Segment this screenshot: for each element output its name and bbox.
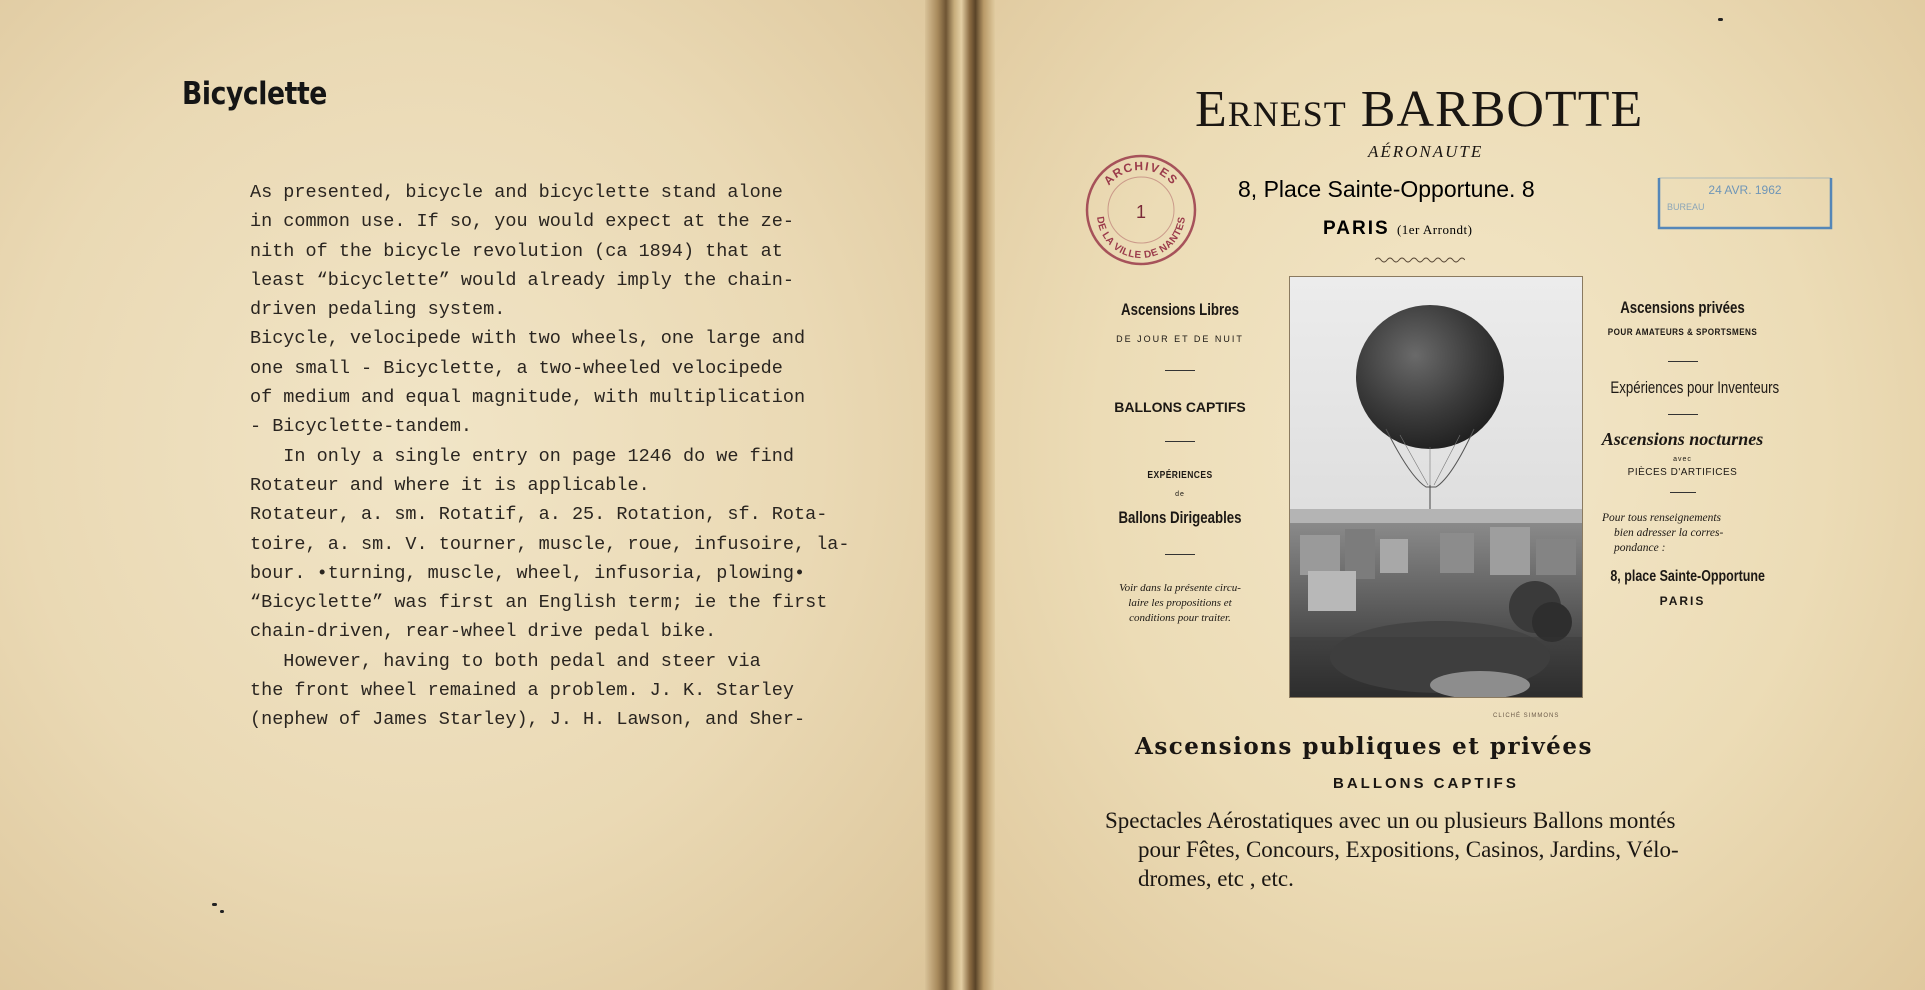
body-line: nith of the bicycle revolution (ca 1894) that at xyxy=(250,240,783,262)
col-divider xyxy=(1165,554,1195,555)
ornament-rule xyxy=(1375,254,1465,266)
body-line: In only a single entry on page 1246 do we find xyxy=(250,445,794,467)
body-line: least “bicyclette” would already imply the chain- xyxy=(250,269,794,291)
col-subheading: POUR AMATEURS & SPORTSMENS xyxy=(1607,327,1758,337)
stamp-bureau: BUREAU xyxy=(1667,202,1705,212)
stamp-bottom-text: DE LA VILLE DE NANTES xyxy=(1093,215,1189,262)
col-connector: avec xyxy=(1673,456,1692,463)
col-heading: Expériences pour Inventeurs xyxy=(1610,378,1780,397)
col-address: 8, place Sainte-Opportune xyxy=(1610,568,1765,585)
body-line: the front wheel remained a problem. J. K. Starley xyxy=(250,680,794,702)
stamp-date: 24 AVR. 1962 xyxy=(1708,183,1782,197)
col-divider xyxy=(1670,492,1696,493)
ink-speck xyxy=(220,910,224,913)
col-subheading: EXPÉRIENCES xyxy=(1147,470,1213,481)
col-divider xyxy=(1165,370,1195,371)
left-page xyxy=(0,0,935,990)
col-note: Pour tous renseignements bien adresser la corres- pondance : xyxy=(1602,512,1724,554)
spectacles-paragraph: Spectacles Aérostatiques avec un ou plusieurs Ballons montés pour Fêtes, Concours, Expositions, Casinos, Jardins, Vélo- dromes, etc , etc. xyxy=(1105,808,1679,891)
col-subheading: DE JOUR ET DE NUIT xyxy=(1116,334,1244,344)
archives-stamp xyxy=(1083,152,1199,268)
col-divider xyxy=(1668,361,1698,362)
book-gutter xyxy=(925,0,995,990)
col-divider xyxy=(1165,441,1195,442)
col-city: PARIS xyxy=(1659,594,1706,608)
advert-address: 8, Place Sainte-Opportune. 8 xyxy=(1238,176,1535,202)
body-line: toire, a. sm. V. tourner, muscle, roue, infusoire, la- xyxy=(250,533,850,555)
body-line: driven pedaling system. xyxy=(250,299,506,321)
body-line: Rotateur, a. sm. Rotatif, a. 25. Rotation, sf. Rota- xyxy=(250,504,828,526)
advert-city: PARIS (1er Arrondt) xyxy=(1323,218,1473,239)
body-line: “Bicyclette” was first an English term; ie the first xyxy=(250,592,828,614)
left-info-column xyxy=(1095,300,1265,626)
col-note: Voir dans la présente circu- laire les propositions et conditions pour traiter. xyxy=(1119,582,1241,624)
stamp-center-text: 1 xyxy=(1135,202,1147,222)
body-line: Bicycle, velocipede with two wheels, one large and xyxy=(250,328,806,350)
body-line: Rotateur and where it is applicable. xyxy=(250,474,650,496)
ink-speck xyxy=(212,903,217,906)
page-heading: Bicyclette xyxy=(182,76,327,112)
public-ascensions-heading: Ascensions publiques et privées xyxy=(1135,733,1593,760)
col-heading: Ascensions privées xyxy=(1620,298,1745,317)
col-heading: Ascensions nocturnes xyxy=(1601,429,1764,449)
ink-speck xyxy=(1718,18,1723,21)
body-line: chain-driven, rear-wheel drive pedal bike. xyxy=(250,621,717,643)
right-info-column xyxy=(1590,298,1780,608)
body-line: of medium and equal magnitude, with multiplication xyxy=(250,387,806,409)
photo-credit: CLICHÉ SIMMONS xyxy=(1493,713,1560,719)
advert-subtitle: AÉRONAUTE xyxy=(1368,142,1484,161)
advert-title: Ernest BARBOTTE xyxy=(1195,81,1644,138)
col-heading: Ascensions Libres xyxy=(1121,300,1239,319)
stamp-top-text: ARCHIVES xyxy=(1100,158,1182,188)
col-heading: BALLONS CAPTIFS xyxy=(1114,399,1246,415)
col-connector: de xyxy=(1175,491,1185,498)
body-line: one small - Bicyclette, a two-wheeled velocipede xyxy=(250,357,783,379)
balloon-photograph xyxy=(1289,276,1583,698)
body-line: - Bicyclette-tandem. xyxy=(250,416,473,438)
col-subheading: PIÈCES D'ARTIFICES xyxy=(1627,467,1738,478)
balloon-illustration xyxy=(1290,277,1582,697)
typewritten-body xyxy=(250,178,850,735)
body-line: (nephew of James Starley), J. H. Lawson, and Sher- xyxy=(250,709,806,731)
body-line: As presented, bicycle and bicyclette stand alone xyxy=(250,182,783,203)
body-line: However, having to both pedal and steer via xyxy=(250,650,761,672)
body-line: bour. •turning, muscle, wheel, infusoria, plowing• xyxy=(250,562,806,584)
body-line: in common use. If so, you would expect at the ze- xyxy=(250,211,794,233)
date-stamp xyxy=(1655,172,1835,236)
col-divider xyxy=(1668,414,1698,415)
captive-balloons-heading: BALLONS CAPTIFS xyxy=(1333,775,1519,792)
col-heading: Ballons Dirigeables xyxy=(1118,508,1242,527)
